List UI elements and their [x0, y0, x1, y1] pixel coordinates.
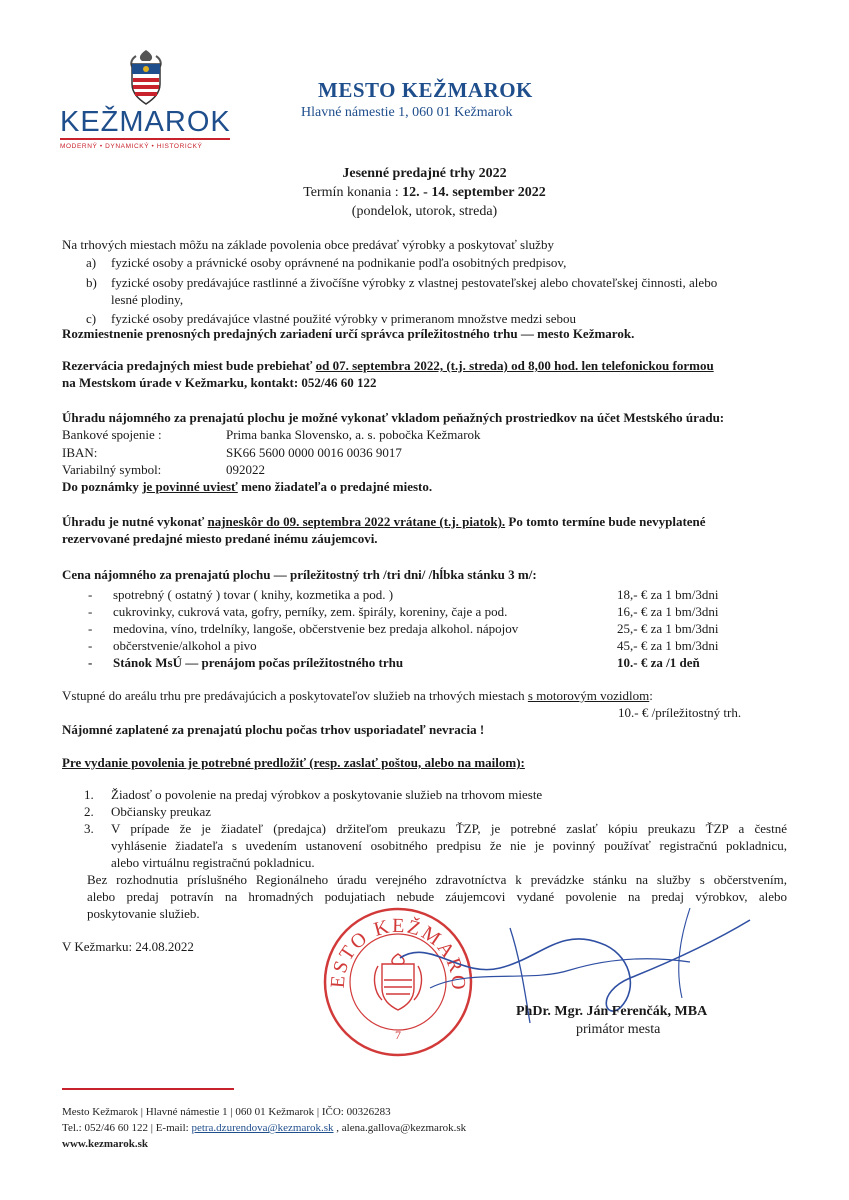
vs-value: 092022 — [226, 462, 265, 477]
intro-text: Na trhových miestach môžu na základe povolenia obce predávať výrobky a poskytovať služby — [62, 237, 554, 252]
intro-item-text: lesné plodiny, — [111, 292, 184, 307]
payment-note-text: Do poznámky — [62, 479, 143, 494]
event-term-value: 12. - 14. september 2022 — [402, 185, 546, 200]
entry-text: Vstupné do areálu trhu pre predávajúcich a poskytovateľov služieb na trhových miestach — [62, 688, 528, 703]
event-term-label: Termín konania : — [303, 185, 403, 200]
stamp-number: 7 — [395, 1028, 401, 1042]
iban-label: IBAN: — [62, 445, 98, 460]
permit-item: Žiadosť o povolenie na predaj výrobkov a poskytovanie služieb na trhovom mieste — [111, 787, 543, 802]
health-note: alebo predaj potravín na hromadných podujatiach nebude záujemcovi vydané povolenie na predaj výrobkov, alebo — [87, 889, 787, 904]
footer-address: Mesto Kežmarok | Hlavné námestie 1 | 060 01 Kežmarok | IČO: 00326283 — [62, 1106, 391, 1118]
logo-text: KEŽMAROK — [60, 106, 231, 138]
page-title: MESTO KEŽMAROK — [318, 78, 533, 102]
list-bullet: - — [88, 587, 93, 602]
logo-tagline: MODERNÝ • DYNAMICKÝ • HISTORICKÝ — [60, 143, 203, 150]
reservation-line — [62, 358, 714, 374]
list-bullet: - — [88, 638, 93, 653]
intro-item-marker: b) — [86, 275, 97, 290]
health-note: Bez rozhodnutia príslušného Regionálneho úradu verejného zdravotníctva k prevádzke stánku na služby s občerstvením, — [87, 872, 787, 887]
permit-item: V prípade že je žiadateľ (predajca) držiteľom preukazu ŤZP, je potrebné zaslať kópiu preukazu ŤZP a čestné — [111, 821, 787, 836]
signatory-role: primátor mesta — [576, 1022, 661, 1037]
intro-item-marker: c) — [86, 311, 97, 326]
deadline-line — [62, 514, 706, 530]
payment-note — [62, 479, 432, 495]
no-refund-note: Nájomné zaplatené za prenajatú plochu počas trhov usporiadateľ nevracia ! — [62, 722, 485, 737]
payment-note-text: meno žiadateľa o predajné miesto. — [237, 479, 433, 494]
entry-text: : — [649, 688, 653, 703]
reservation-contact: na Mestskom úrade v Kežmarku, kontakt: 052/46 60 122 — [62, 375, 377, 390]
intro-item-text: fyzické osoby a právnické osoby oprávnené na podnikanie podľa osobitných predpisov, — [111, 255, 567, 270]
bank-value: Prima banka Slovensko, a. s. pobočka Kežmarok — [226, 427, 481, 442]
permit-marker: 1. — [84, 787, 94, 802]
entry-line — [62, 688, 653, 704]
intro-item-text: fyzické osoby predávajúce vlastné použité výrobky v primeranom množstve medzi sebou — [111, 311, 576, 326]
footer-web: www.kezmarok.sk — [62, 1138, 148, 1150]
intro-item-marker: a) — [86, 255, 97, 270]
pricing-price: 16,- € za 1 bm/3dni — [617, 604, 719, 619]
place-date: V Kežmarku: 24.08.2022 — [62, 939, 194, 954]
bank-label: Bankové spojenie : — [62, 427, 162, 442]
permit-item: alebo virtuálnu registračnú pokladnicu. — [111, 855, 315, 870]
event-title: Jesenné predajné trhy 2022 — [342, 166, 507, 181]
placement-note: Rozmiestnenie prenosných predajných zariadení určí správca príležitostného trhu — mesto Kežmarok. — [62, 326, 635, 341]
list-bullet: - — [88, 655, 93, 670]
deadline-text: Po tomto termíne bude nevyplatené — [505, 514, 706, 529]
vs-label: Variabilný symbol: — [62, 462, 162, 477]
permit-heading: Pre vydanie povolenia je potrebné predložiť (resp. zaslať poštou, alebo na mailom): — [62, 755, 525, 770]
footer-tel: Tel.: 052/46 60 122 | E-mail: — [62, 1122, 192, 1134]
pricing-item: spotrebný ( ostatný ) tovar ( knihy, kozmetika a pod. ) — [113, 587, 394, 602]
entry-vehicle: s motorovým vozidlom — [527, 688, 650, 703]
pricing-heading: Cena nájomného za prenajatú plochu — príležitostný trh /tri dni/ /hĺbka stánku 3 m/: — [62, 567, 537, 582]
reservation-date: od 07. septembra 2022, (t.j. streda) od 8,00 hod. len telefonickou formou — [315, 358, 714, 373]
payment-note-required: je povinné uviesť — [142, 479, 238, 494]
pricing-price: 45,- € za 1 bm/3dni — [617, 638, 719, 653]
header-address: Hlavné námestie 1, 060 01 Kežmarok — [301, 105, 513, 120]
intro-item-text: fyzické osoby predávajúce rastlinné a živočíšne výrobky z vlastnej pestovateľskej alebo chovateľskej činnosti, alebo — [111, 275, 718, 290]
permit-marker: 3. — [84, 821, 94, 836]
pricing-item: Stánok MsÚ — prenájom počas príležitostného trhu — [113, 655, 404, 670]
footer-contact — [62, 1121, 466, 1135]
list-bullet: - — [88, 604, 93, 619]
pricing-price: 10.- € za /1 deň — [617, 655, 700, 670]
health-note: poskytovanie služieb. — [87, 906, 200, 921]
pricing-price: 18,- € za 1 bm/3dni — [617, 587, 719, 602]
signatory-name: PhDr. Mgr. Ján Ferenčák, MBA — [516, 1004, 708, 1019]
deadline-consequence: rezervované predajné miesto predané inému záujemcovi. — [62, 531, 378, 546]
reservation-text: Rezervácia predajných miest bude prebiehať — [62, 358, 316, 373]
stamp-text: ESTO KEŽMARO — [326, 914, 470, 993]
entry-price: 10.- € /príležitostný trh. — [618, 705, 742, 720]
payment-heading: Úhradu nájomného za prenajatú plochu je možné vykonať vkladom peňažných prostriedkov na účet Mestského úradu: — [62, 410, 725, 425]
email-link[interactable]: petra.dzurendova@kezmarok.sk — [191, 1122, 334, 1134]
event-term — [0, 185, 849, 201]
permit-marker: 2. — [84, 804, 94, 819]
coat-of-arms-icon — [124, 48, 168, 106]
footer-divider — [62, 1088, 234, 1090]
deadline-text: Úhradu je nutné vykonať — [62, 514, 208, 529]
footer-sep: , — [333, 1122, 342, 1134]
logo-divider — [60, 138, 230, 140]
pricing-item: cukrovinky, cukrová vata, gofry, perníky, zem. špirály, koreniny, čaje a pod. — [113, 604, 508, 619]
iban-value: SK66 5600 0000 0016 0036 9017 — [226, 445, 402, 460]
pricing-item: medovina, víno, trdelníky, langoše, občerstvenie bez predaja alkohol. nápojov — [113, 621, 519, 636]
permit-item: vyhlásenie žiadateľa s uvedením ustanovení osobitného predpisu že nie je povinný používať registračnú pokladnicu, — [111, 838, 787, 853]
deadline-date: najneskôr do 09. septembra 2022 vrátane (t.j. piatok). — [207, 514, 506, 529]
pricing-item: občerstvenie/alkohol a pivo — [113, 638, 257, 653]
email-text: alena.gallova@kezmarok.sk — [341, 1122, 467, 1134]
pricing-price: 25,- € za 1 bm/3dni — [617, 621, 719, 636]
event-days: (pondelok, utorok, streda) — [351, 204, 498, 219]
list-bullet: - — [88, 621, 93, 636]
permit-item: Občiansky preukaz — [111, 804, 211, 819]
